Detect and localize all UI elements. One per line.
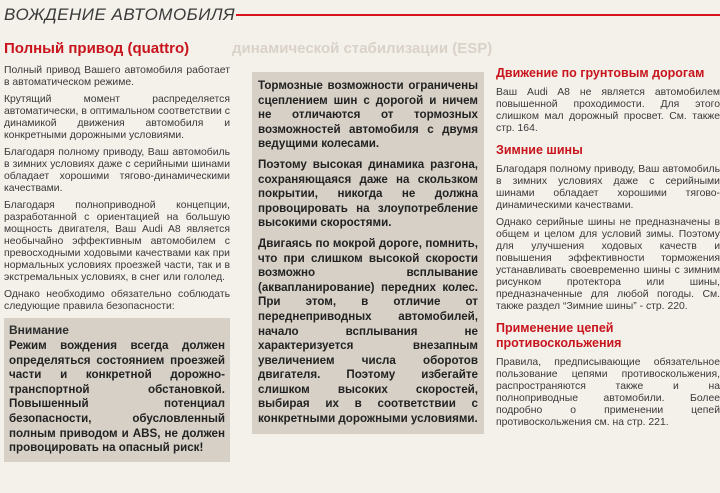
section-title: ВОЖДЕНИЕ АВТОМОБИЛЯ [4, 5, 236, 24]
warning-text: Режим вождения всегда должен определяться состоянием проезжей части и конкретной дорожно-транспортной обстановкой. Повышенный потенциал безопасности, обусловленный полным приводом и ABS, не должен провоцировать на опасный риск! [9, 339, 225, 455]
paragraph: Правила, предписывающие обязательное пользование цепями противоскольжения, распространяются также и на полноприводные автомобили. Более подробно о применении цепей противоскольжения см. на стр. 221. [496, 357, 720, 428]
section-snow-chains [496, 321, 720, 429]
paragraph: Благодаря полному приводу, Ваш автомобиль в зимних условиях даже с серийными шинами обладает хорошими тягово-динамическими качествами. [4, 147, 230, 194]
paragraph: Благодаря полноприводной концепции, разработанной с ориентацией на большую мощность двигателя, Ваш Audi A8 является необычайно эффективным автомобилем с превосходными ходовыми качествами как при нормальных условиях проезжей части, так и в экстремальных условиях, в снег или гололед. [4, 200, 230, 283]
notice-paragraph: Тормозные возможности ограничены сцеплением шин с дорогой и ничем не отличаются от тормозных возможностей автомобиля с двумя ведущими колесами. [258, 79, 478, 151]
header-rule [236, 14, 720, 16]
page-header [0, 0, 720, 30]
column-left [4, 40, 230, 462]
paragraph: Однако необходимо обязательно соблюдать следующие правила безопасности: [4, 289, 230, 312]
paragraph: Полный привод Вашего автомобиля работает в автоматическом режиме. [4, 65, 230, 88]
notice-paragraph: Поэтому высокая динамика разгона, сохраняющаяся даже на скользком покрытии, никогда не должна провоцировать на злоупотребление высокими скоростями. [258, 157, 478, 230]
paragraph: Благодаря полному приводу, Ваш автомобиль в зимних условиях даже с серийными шинами обладает хорошими тягово-динамическими качествами. [496, 164, 720, 211]
heading-snow-chains: Применение цепей противоскольжения [496, 321, 622, 350]
section-offroad [496, 66, 720, 135]
heading-quattro: Полный привод (quattro) [4, 40, 190, 57]
warning-box [4, 318, 230, 462]
paragraph: Ваш Audi A8 не является автомобилем повышенной проходимости. Для этого слишком мал дорожный просвет. См. также стр. 164. [496, 87, 720, 134]
paragraph: Однако серийные шины не предназначены в общем и целом для условий зимы. Поэтому для улучшения ходовых качеств и повышения эффективности торможения устанавливать своевременно шины с зимним рисунком протектора или шины, предназначенные для любой погоды. См. также раздел “Зимние шины” - стр. 220. [496, 217, 720, 312]
column-middle [252, 72, 484, 434]
paragraph: Крутящий момент распределяется автоматически, в оптимальном соответствии с динамикой движения автомобиля и конкретными дорожными условиями. [4, 94, 230, 141]
column-right [496, 66, 720, 437]
heading-winter-tires: Зимние шины [496, 143, 583, 157]
notice-box [252, 72, 484, 434]
warning-title: Внимание [9, 323, 69, 337]
notice-paragraph: Двигаясь по мокрой дороге, помнить, что при слишком высокой скорости возможно всплывание (аквапланирование) передних колес. При этом, в отличие от переднеприводных автомобилей, начало всплывания не характеризуется внезапным увеличением числа оборотов двигателя. Поэтому избегайте слишком высоких скоростей, выбирая их в соответствии с конкретными дорожными условиями. [258, 236, 478, 426]
bleed-through-heading: динамической стабилизации (ESP) [232, 40, 493, 57]
section-winter-tires [496, 143, 720, 313]
heading-offroad: Движение по грунтовым дорогам [496, 66, 705, 80]
